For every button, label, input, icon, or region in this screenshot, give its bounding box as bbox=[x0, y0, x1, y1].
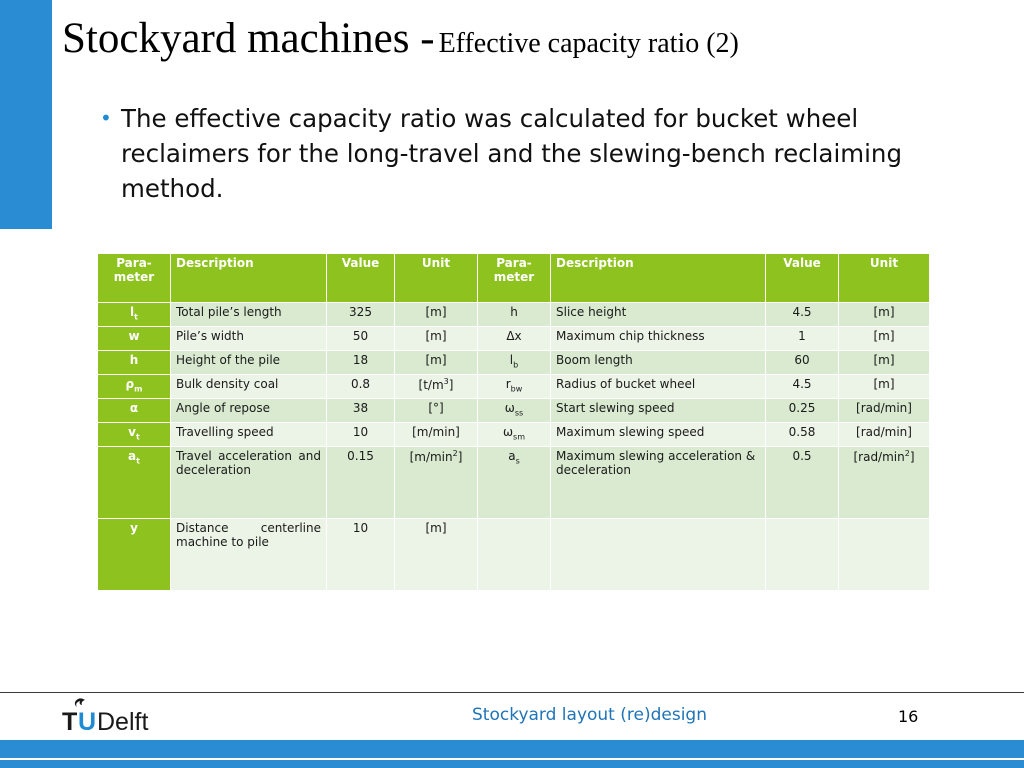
param-cell bbox=[98, 327, 171, 351]
header-cell: Para-meter bbox=[98, 254, 171, 303]
param-cell bbox=[98, 351, 171, 375]
param-subscript: t bbox=[136, 432, 140, 442]
header-cell: Unit bbox=[839, 254, 930, 303]
param-subscript: b bbox=[513, 360, 519, 370]
footer-course-title: Stockyard layout (re)design bbox=[472, 705, 707, 725]
table-row bbox=[98, 303, 930, 327]
header-cell: Description bbox=[171, 254, 327, 303]
unit-cell bbox=[839, 351, 930, 375]
table-row bbox=[98, 399, 930, 423]
parameter-table bbox=[97, 253, 930, 591]
unit-cell bbox=[839, 399, 930, 423]
bullet-text: The effective capacity ratio was calculated for bucket wheel reclaimers for the long-travel and the slewing-bench reclaiming method. bbox=[121, 104, 902, 203]
unit-text: [m] bbox=[425, 353, 447, 367]
unit-text: [rad/min] bbox=[856, 401, 912, 415]
unit-text: [rad/min] bbox=[856, 425, 912, 439]
slide-title bbox=[62, 14, 739, 63]
param-subscript: bw bbox=[510, 384, 523, 394]
param-cell bbox=[98, 519, 171, 591]
description-cell: Travel acceleration and deceleration bbox=[171, 447, 327, 519]
description-cell: Radius of bucket wheel bbox=[551, 375, 766, 399]
param-symbol: y bbox=[130, 521, 138, 535]
param-symbol: ω bbox=[502, 425, 514, 439]
unit-cell bbox=[395, 351, 478, 375]
param-subscript: sm bbox=[513, 432, 526, 442]
table-header-row bbox=[98, 254, 930, 303]
unit-cell bbox=[839, 447, 930, 519]
description-cell: Travelling speed bbox=[171, 423, 327, 447]
unit-cell bbox=[395, 327, 478, 351]
description-cell: Bulk density coal bbox=[171, 375, 327, 399]
param-symbol: v bbox=[128, 425, 136, 439]
value-cell: 38 bbox=[327, 399, 395, 423]
unit-text-end: ] bbox=[448, 378, 454, 392]
value-cell: 10 bbox=[327, 519, 395, 591]
param-cell bbox=[98, 423, 171, 447]
value-cell bbox=[766, 519, 839, 591]
header-cell: Value bbox=[327, 254, 395, 303]
unit-text: [m/min] bbox=[412, 425, 460, 439]
unit-superscript: 3 bbox=[443, 377, 449, 386]
param-cell bbox=[478, 447, 551, 519]
param-symbol: l bbox=[509, 353, 514, 367]
bottom-bar-thin bbox=[0, 760, 1024, 768]
unit-text: [m] bbox=[873, 329, 895, 343]
unit-text: [m] bbox=[873, 353, 895, 367]
param-cell bbox=[98, 447, 171, 519]
param-symbol: a bbox=[128, 449, 137, 463]
param-cell bbox=[98, 303, 171, 327]
value-cell: 18 bbox=[327, 351, 395, 375]
value-cell: 1 bbox=[766, 327, 839, 351]
description-cell: Distance centerline machine to pile bbox=[171, 519, 327, 591]
value-cell: 0.58 bbox=[766, 423, 839, 447]
unit-cell bbox=[839, 303, 930, 327]
param-cell bbox=[478, 399, 551, 423]
description-cell: Height of the pile bbox=[171, 351, 327, 375]
table-row bbox=[98, 519, 930, 591]
param-subscript: t bbox=[134, 312, 138, 322]
param-symbol: h bbox=[510, 305, 518, 319]
value-cell: 50 bbox=[327, 327, 395, 351]
unit-superscript: 2 bbox=[452, 449, 458, 458]
param-symbol: l bbox=[130, 305, 135, 319]
value-cell: 0.5 bbox=[766, 447, 839, 519]
unit-text: [m] bbox=[425, 329, 447, 343]
table-row bbox=[98, 351, 930, 375]
param-cell bbox=[98, 375, 171, 399]
param-symbol: h bbox=[129, 353, 139, 367]
value-cell: 0.25 bbox=[766, 399, 839, 423]
svg-text:Delft: Delft bbox=[97, 708, 149, 733]
description-cell bbox=[551, 519, 766, 591]
unit-text: [m] bbox=[873, 305, 895, 319]
unit-cell bbox=[395, 375, 478, 399]
param-cell bbox=[478, 303, 551, 327]
param-subscript: m bbox=[134, 384, 143, 394]
param-symbol: α bbox=[129, 401, 139, 415]
unit-text: [m] bbox=[425, 521, 447, 535]
description-cell: Maximum slewing speed bbox=[551, 423, 766, 447]
table-row bbox=[98, 447, 930, 519]
unit-text: [m/min bbox=[409, 450, 453, 464]
bottom-bar bbox=[0, 740, 1024, 758]
value-cell: 4.5 bbox=[766, 375, 839, 399]
param-symbol: w bbox=[128, 329, 140, 343]
description-cell: Maximum chip thickness bbox=[551, 327, 766, 351]
table-row bbox=[98, 327, 930, 351]
value-cell: 325 bbox=[327, 303, 395, 327]
unit-cell bbox=[395, 399, 478, 423]
header-cell: Value bbox=[766, 254, 839, 303]
param-cell bbox=[478, 351, 551, 375]
param-symbol: r bbox=[505, 377, 511, 391]
param-subscript: ss bbox=[514, 408, 524, 418]
unit-cell bbox=[395, 447, 478, 519]
unit-cell bbox=[395, 519, 478, 591]
slide-title-sub: Effective capacity ratio (2) bbox=[438, 28, 739, 59]
unit-cell bbox=[839, 519, 930, 591]
tudelft-logo bbox=[62, 697, 172, 733]
page-number: 16 bbox=[898, 707, 919, 726]
table-row bbox=[98, 423, 930, 447]
param-subscript: t bbox=[136, 456, 140, 466]
description-cell: Maximum slewing acceleration & deceleration bbox=[551, 447, 766, 519]
description-cell: Total pile’s length bbox=[171, 303, 327, 327]
svg-text:T: T bbox=[62, 708, 78, 733]
value-cell: 60 bbox=[766, 351, 839, 375]
unit-superscript: 2 bbox=[904, 449, 910, 458]
bullet-point bbox=[100, 101, 940, 206]
param-cell bbox=[478, 327, 551, 351]
description-cell: Angle of repose bbox=[171, 399, 327, 423]
description-cell: Pile’s width bbox=[171, 327, 327, 351]
param-symbol: ω bbox=[504, 401, 515, 415]
table-row bbox=[98, 375, 930, 399]
unit-cell bbox=[839, 375, 930, 399]
param-symbol: a bbox=[508, 449, 516, 463]
param-cell bbox=[478, 375, 551, 399]
unit-text-end: ] bbox=[457, 450, 463, 464]
header-cell: Unit bbox=[395, 254, 478, 303]
description-cell: Boom length bbox=[551, 351, 766, 375]
value-cell: 0.15 bbox=[327, 447, 395, 519]
unit-text: [°] bbox=[428, 401, 444, 415]
param-subscript: s bbox=[515, 456, 520, 466]
description-cell: Start slewing speed bbox=[551, 399, 766, 423]
unit-text: [m] bbox=[425, 305, 447, 319]
unit-text-end: ] bbox=[909, 450, 915, 464]
value-cell: 0.8 bbox=[327, 375, 395, 399]
unit-cell bbox=[395, 303, 478, 327]
bullet-dot-icon: • bbox=[100, 106, 112, 130]
param-cell bbox=[478, 423, 551, 447]
svg-text:U: U bbox=[78, 708, 97, 733]
footer-divider bbox=[0, 692, 1024, 693]
param-cell bbox=[478, 519, 551, 591]
value-cell: 4.5 bbox=[766, 303, 839, 327]
unit-cell bbox=[839, 327, 930, 351]
unit-text: [rad/min bbox=[853, 450, 905, 464]
value-cell: 10 bbox=[327, 423, 395, 447]
accent-bar bbox=[0, 0, 52, 229]
param-symbol: Δx bbox=[506, 329, 522, 343]
description-cell: Slice height bbox=[551, 303, 766, 327]
unit-text: [t/m bbox=[418, 378, 444, 392]
param-symbol: ρ bbox=[125, 377, 135, 391]
slide-title-main: Stockyard machines - bbox=[62, 15, 435, 62]
header-cell: Para-meter bbox=[478, 254, 551, 303]
unit-text: [m] bbox=[873, 377, 895, 391]
param-cell bbox=[98, 399, 171, 423]
unit-cell bbox=[395, 423, 478, 447]
unit-cell bbox=[839, 423, 930, 447]
header-cell: Description bbox=[551, 254, 766, 303]
